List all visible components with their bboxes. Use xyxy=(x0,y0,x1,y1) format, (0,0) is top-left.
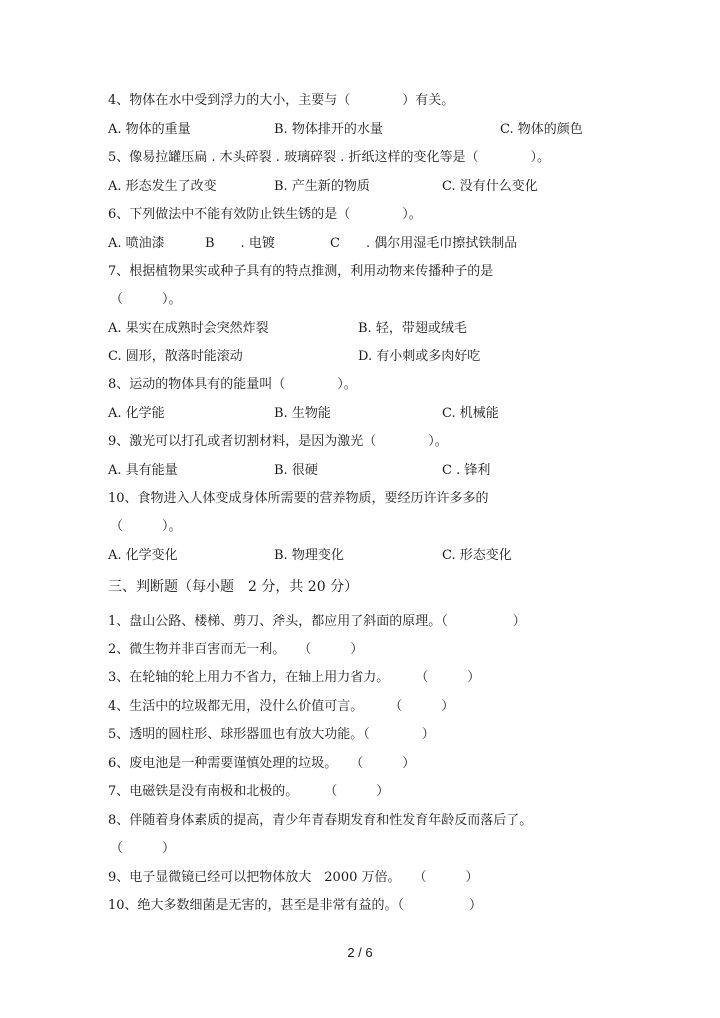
q7-stem: 7、根据植物果实或种子具有的特点推测，利用动物来传播种子的是 xyxy=(108,264,494,279)
q4-option-c: C. 物体的颜色 xyxy=(500,122,583,137)
q7-option-d: D. 有小刺或多肉好吃 xyxy=(358,349,481,364)
judge-item-9: 9、电子显微镜已经可以把物体放大 2000 万倍。 （ ） xyxy=(108,870,479,885)
q10-option-c: C. 形态变化 xyxy=(442,548,512,563)
q9-option-b: B. 很硬 xyxy=(274,463,318,478)
q4-option-b: B. 物体排开的水量 xyxy=(274,122,383,137)
judge-item-10: 10、绝大多数细菌是无害的，甚至是非常有益的。（ ） xyxy=(108,898,483,913)
q8-option-c: C. 机械能 xyxy=(442,406,499,421)
judge-item-3: 3、在轮轴的轮上用力不省力，在轴上用力省力。 （ ） xyxy=(108,670,481,685)
q5-option-b: B. 产生新的物质 xyxy=(274,179,370,194)
q9-stem: 9、激光可以打孔或者切割材料，是因为激光（ ）。 xyxy=(108,434,448,449)
section-heading: 三、判断题（每小题 2 分，共 20 分） xyxy=(108,579,359,595)
judge-item-4: 4、生活中的垃圾都无用，没什么价值可言。 （ ） xyxy=(108,699,455,714)
q8-option-b: B. 生物能 xyxy=(274,406,331,421)
q10-stem: 10、食物进入人体变成身体所需要的营养物质，要经历许许多多的 xyxy=(108,491,489,506)
judge-item-7: 7、电磁铁是没有南极和北极的。 （ ） xyxy=(108,784,390,799)
judge-item-8-blank: （ ） xyxy=(110,841,176,856)
q9-option-a: A. 具有能量 xyxy=(108,463,178,478)
judge-item-6: 6、废电池是一种需要谨慎处理的垃圾。 （ ） xyxy=(108,756,416,771)
judge-item-5: 5、透明的圆柱形、球形器皿也有放大功能。（ ） xyxy=(108,727,435,742)
q7-option-c: C. 圆形，散落时能滚动 xyxy=(108,349,243,364)
q7-option-b: B. 轻，带翅或绒毛 xyxy=(358,321,467,336)
q5-option-c: C. 没有什么变化 xyxy=(442,179,538,194)
q6-option-c: C . 偶尔用湿毛巾擦拭铁制品 xyxy=(330,236,518,251)
q10-answer-blank: （ ）。 xyxy=(110,519,182,534)
judge-item-1: 1、盘山公路、楼梯、剪刀、斧头，都应用了斜面的原理。（ ） xyxy=(108,614,526,629)
q7-option-a: A. 果实在成熟时会突然炸裂 xyxy=(108,321,269,336)
page-number: 2 / 6 xyxy=(347,945,373,960)
q10-option-b: B. 物理变化 xyxy=(274,548,344,563)
q4-option-a: A. 物体的重量 xyxy=(108,122,191,137)
judge-item-2: 2、微生物并非百害而无一利。 （ ） xyxy=(108,642,364,657)
q7-answer-blank: （ ）。 xyxy=(110,292,182,307)
q9-option-c: C . 锋利 xyxy=(442,463,491,478)
q8-option-a: A. 化学能 xyxy=(108,406,165,421)
q8-stem: 8、运动的物体具有的能量叫（ ）。 xyxy=(108,377,357,392)
q5-option-a: A. 形态发生了改变 xyxy=(108,179,217,194)
q6-stem: 6、下列做法中不能有效防止铁生锈的是（ ）。 xyxy=(108,207,422,222)
q4-stem: 4、物体在水中受到浮力的大小，主要与（ ）有关。 xyxy=(108,93,455,108)
q6-option-b: B . 电镀 xyxy=(205,236,275,251)
q10-option-a: A. 化学变化 xyxy=(108,548,178,563)
q6-option-a: A. 喷油漆 xyxy=(108,236,165,251)
q5-stem: 5、像易拉罐压扁 . 木头碎裂 . 玻璃碎裂 . 折纸这样的变化等是（ ）。 xyxy=(108,150,550,165)
judge-item-8: 8、伴随着身体素质的提高，青少年青春期发育和性发育年龄反而落后了。 xyxy=(108,813,533,828)
